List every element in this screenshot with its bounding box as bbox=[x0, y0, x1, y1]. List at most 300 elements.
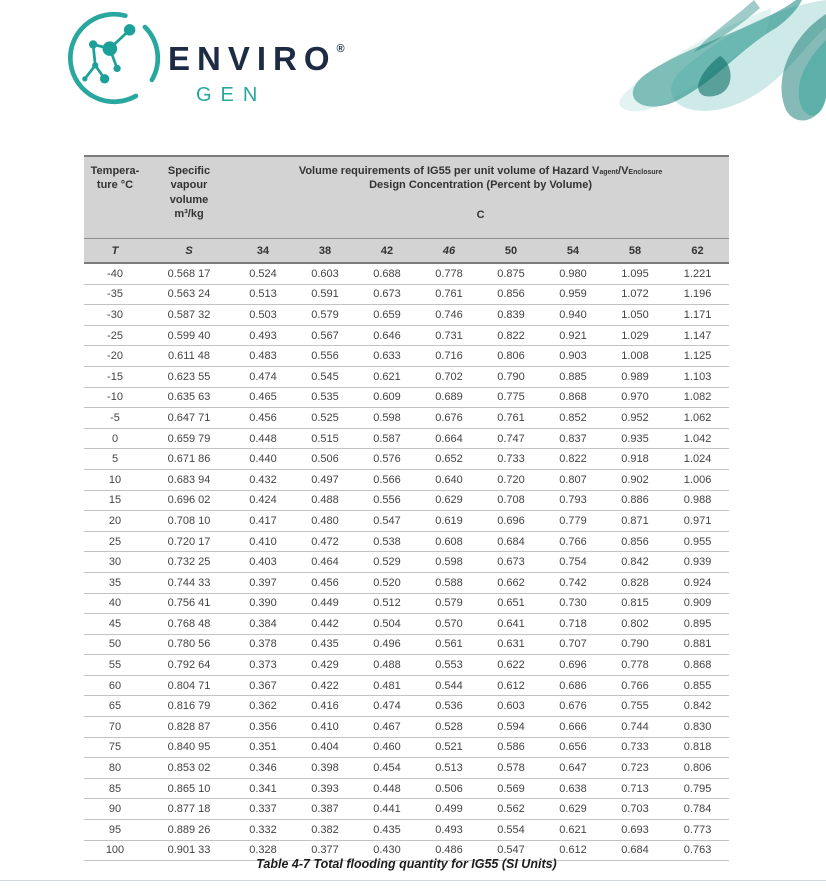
volume-requirement-cell: 0.424 bbox=[232, 490, 294, 511]
volume-requirement-cell: 1.095 bbox=[604, 263, 666, 284]
brand-name: ENVIRO bbox=[168, 40, 337, 77]
temperature-cell: -10 bbox=[84, 387, 146, 408]
specific-volume-cell: 0.816 79 bbox=[146, 696, 232, 717]
volume-requirement-cell: 0.480 bbox=[294, 511, 356, 532]
column-header-46: 46 bbox=[418, 239, 480, 264]
temperature-cell: 30 bbox=[84, 552, 146, 573]
temperature-cell: 50 bbox=[84, 634, 146, 655]
volume-requirement-cell: 0.989 bbox=[604, 366, 666, 387]
table-row bbox=[84, 552, 729, 573]
column-header-54: 54 bbox=[542, 239, 604, 264]
volume-requirement-cell: 0.746 bbox=[418, 305, 480, 326]
volume-requirement-cell: 0.775 bbox=[480, 387, 542, 408]
volume-requirement-cell: 0.852 bbox=[542, 408, 604, 429]
volume-requirement-cell: 0.686 bbox=[542, 675, 604, 696]
volume-requirement-cell: 0.795 bbox=[666, 778, 729, 799]
volume-requirement-cell: 0.378 bbox=[232, 634, 294, 655]
volume-requirement-cell: 0.467 bbox=[356, 717, 418, 738]
volume-requirement-cell: 0.980 bbox=[542, 263, 604, 284]
volume-requirement-cell: 0.754 bbox=[542, 552, 604, 573]
volume-requirement-cell: 0.666 bbox=[542, 717, 604, 738]
volume-requirement-cell: 0.422 bbox=[294, 675, 356, 696]
volume-requirement-cell: 0.723 bbox=[604, 758, 666, 779]
specific-volume-cell: 0.683 94 bbox=[146, 469, 232, 490]
volume-requirement-cell: 0.496 bbox=[356, 634, 418, 655]
volume-requirement-cell: 0.622 bbox=[480, 655, 542, 676]
volume-requirement-cell: 0.988 bbox=[666, 490, 729, 511]
volume-requirement-cell: 0.744 bbox=[604, 717, 666, 738]
temperature-cell: 20 bbox=[84, 511, 146, 532]
volume-requirement-cell: 0.397 bbox=[232, 572, 294, 593]
volume-requirement-cell: 0.631 bbox=[480, 634, 542, 655]
volume-requirement-cell: 0.955 bbox=[666, 531, 729, 552]
table-row bbox=[84, 778, 729, 799]
specific-volume-cell: 0.877 18 bbox=[146, 799, 232, 820]
volume-requirement-cell: 0.554 bbox=[480, 820, 542, 841]
specific-volume-cell: 0.792 64 bbox=[146, 655, 232, 676]
volume-requirement-cell: 0.474 bbox=[232, 366, 294, 387]
column-header-62: 62 bbox=[666, 239, 729, 264]
volume-requirement-cell: 0.779 bbox=[542, 511, 604, 532]
volume-requirement-cell: 0.579 bbox=[294, 305, 356, 326]
volume-requirement-cell: 1.103 bbox=[666, 366, 729, 387]
volume-requirement-cell: 1.125 bbox=[666, 346, 729, 367]
volume-requirement-cell: 0.924 bbox=[666, 572, 729, 593]
temperature-header: Tempera- ture °C bbox=[84, 156, 146, 239]
volume-requirement-cell: 0.766 bbox=[542, 531, 604, 552]
table-row bbox=[84, 572, 729, 593]
volume-requirement-cell: 0.952 bbox=[604, 408, 666, 429]
volume-requirement-cell: 0.940 bbox=[542, 305, 604, 326]
teal-smoke-decoration bbox=[534, 0, 826, 138]
volume-requirement-cell: 0.504 bbox=[356, 614, 418, 635]
volume-requirement-cell: 0.621 bbox=[356, 366, 418, 387]
specific-volume-cell: 0.744 33 bbox=[146, 572, 232, 593]
volume-requirement-cell: 0.570 bbox=[418, 614, 480, 635]
table-row bbox=[84, 675, 729, 696]
column-header-34: 34 bbox=[232, 239, 294, 264]
volume-requirement-cell: 0.384 bbox=[232, 614, 294, 635]
volume-requirement-cell: 0.556 bbox=[356, 490, 418, 511]
volume-requirement-cell: 0.970 bbox=[604, 387, 666, 408]
volume-requirement-cell: 0.855 bbox=[666, 675, 729, 696]
volume-requirement-cell: 0.895 bbox=[666, 614, 729, 635]
concentration-label: C bbox=[476, 208, 485, 221]
table-row bbox=[84, 717, 729, 738]
registered-trademark: ® bbox=[336, 43, 345, 55]
volume-requirement-cell: 0.656 bbox=[542, 737, 604, 758]
volume-requirement-cell: 0.403 bbox=[232, 552, 294, 573]
volume-requirement-cell: 0.761 bbox=[480, 408, 542, 429]
volume-requirement-cell: 0.488 bbox=[294, 490, 356, 511]
volume-requirement-cell: 0.818 bbox=[666, 737, 729, 758]
volume-requirement-cell: 0.410 bbox=[232, 531, 294, 552]
specific-volume-cell: 0.756 41 bbox=[146, 593, 232, 614]
volume-requirement-cell: 0.693 bbox=[604, 820, 666, 841]
volume-requirement-cell: 0.362 bbox=[232, 696, 294, 717]
volume-requirement-cell: 0.713 bbox=[604, 778, 666, 799]
specific-volume-cell: 0.901 33 bbox=[146, 840, 232, 861]
volume-requirement-cell: 0.806 bbox=[480, 346, 542, 367]
brand-wordmark bbox=[168, 40, 345, 78]
specific-volume-cell: 0.647 71 bbox=[146, 408, 232, 429]
volume-requirement-cell: 0.959 bbox=[542, 284, 604, 305]
volume-requirement-cell: 1.196 bbox=[666, 284, 729, 305]
volume-requirement-cell: 1.072 bbox=[604, 284, 666, 305]
temperature-cell: -20 bbox=[84, 346, 146, 367]
temperature-cell: 5 bbox=[84, 449, 146, 470]
volume-requirement-cell: 0.761 bbox=[418, 284, 480, 305]
table-row bbox=[84, 737, 729, 758]
volume-requirement-cell: 0.332 bbox=[232, 820, 294, 841]
specific-volume-cell: 0.720 17 bbox=[146, 531, 232, 552]
volume-requirement-cell: 0.885 bbox=[542, 366, 604, 387]
volume-requirement-cell: 0.703 bbox=[604, 799, 666, 820]
specific-volume-cell: 0.696 02 bbox=[146, 490, 232, 511]
volume-requirement-cell: 0.766 bbox=[604, 675, 666, 696]
volume-requirement-cell: 0.442 bbox=[294, 614, 356, 635]
volume-requirement-cell: 0.483 bbox=[232, 346, 294, 367]
volume-requirement-cell: 0.664 bbox=[418, 428, 480, 449]
specific-volume-cell: 0.732 25 bbox=[146, 552, 232, 573]
volume-requirement-cell: 0.556 bbox=[294, 346, 356, 367]
volume-requirement-cell: 0.603 bbox=[480, 696, 542, 717]
volume-requirement-cell: 1.062 bbox=[666, 408, 729, 429]
volume-requirement-cell: 0.441 bbox=[356, 799, 418, 820]
volume-requirement-cell: 0.553 bbox=[418, 655, 480, 676]
volume-requirement-cell: 0.921 bbox=[542, 325, 604, 346]
volume-requirement-cell: 0.659 bbox=[356, 305, 418, 326]
volume-requirement-cell: 0.830 bbox=[666, 717, 729, 738]
table-body bbox=[84, 263, 729, 861]
volume-requirement-cell: 0.474 bbox=[356, 696, 418, 717]
volume-requirement-cell: 0.842 bbox=[604, 552, 666, 573]
volume-requirement-cell: 0.621 bbox=[542, 820, 604, 841]
volume-requirement-cell: 0.902 bbox=[604, 469, 666, 490]
specific-volume-cell: 0.563 24 bbox=[146, 284, 232, 305]
table-row bbox=[84, 490, 729, 511]
volume-requirement-cell: 0.497 bbox=[294, 469, 356, 490]
volume-requirement-cell: 0.525 bbox=[294, 408, 356, 429]
volume-requirement-cell: 0.763 bbox=[666, 840, 729, 861]
volume-requirement-cell: 0.524 bbox=[232, 263, 294, 284]
column-header-58: 58 bbox=[604, 239, 666, 264]
table-row bbox=[84, 655, 729, 676]
table-row bbox=[84, 758, 729, 779]
volume-requirement-cell: 0.521 bbox=[418, 737, 480, 758]
table-row bbox=[84, 305, 729, 326]
volume-requirement-cell: 0.488 bbox=[356, 655, 418, 676]
volume-requirement-cell: 0.868 bbox=[666, 655, 729, 676]
specific-volume-cell: 0.568 17 bbox=[146, 263, 232, 284]
volume-requirement-cell: 0.547 bbox=[356, 511, 418, 532]
volume-requirement-cell: 0.448 bbox=[356, 778, 418, 799]
volume-requirement-cell: 0.520 bbox=[356, 572, 418, 593]
volume-requirement-cell: 0.398 bbox=[294, 758, 356, 779]
table-row bbox=[84, 614, 729, 635]
volume-requirement-cell: 0.410 bbox=[294, 717, 356, 738]
volume-requirement-cell: 0.417 bbox=[232, 511, 294, 532]
temperature-cell: 45 bbox=[84, 614, 146, 635]
specific-volume-cell: 0.865 10 bbox=[146, 778, 232, 799]
volume-requirement-cell: 0.382 bbox=[294, 820, 356, 841]
table-row bbox=[84, 346, 729, 367]
temperature-cell: 35 bbox=[84, 572, 146, 593]
volume-requirement-cell: 0.696 bbox=[480, 511, 542, 532]
temperature-cell: 15 bbox=[84, 490, 146, 511]
volume-requirement-cell: 0.393 bbox=[294, 778, 356, 799]
specific-volume-cell: 0.804 71 bbox=[146, 675, 232, 696]
volume-requirement-cell: 0.545 bbox=[294, 366, 356, 387]
volume-requirement-cell: 0.435 bbox=[294, 634, 356, 655]
volume-requirement-cell: 0.465 bbox=[232, 387, 294, 408]
volume-requirement-cell: 0.784 bbox=[666, 799, 729, 820]
volume-requirement-cell: 0.689 bbox=[418, 387, 480, 408]
volume-requirement-cell: 0.346 bbox=[232, 758, 294, 779]
volume-requirement-cell: 0.676 bbox=[418, 408, 480, 429]
volume-requirement-cell: 0.939 bbox=[666, 552, 729, 573]
volume-requirement-cell: 0.731 bbox=[418, 325, 480, 346]
volume-requirement-cell: 0.561 bbox=[418, 634, 480, 655]
volume-requirement-cell: 0.598 bbox=[356, 408, 418, 429]
volume-requirement-cell: 0.449 bbox=[294, 593, 356, 614]
column-header-S: S bbox=[146, 239, 232, 264]
temperature-cell: 95 bbox=[84, 820, 146, 841]
temperature-cell: 80 bbox=[84, 758, 146, 779]
table-row bbox=[84, 428, 729, 449]
volume-requirement-cell: 0.828 bbox=[604, 572, 666, 593]
volume-requirement-cell: 0.506 bbox=[294, 449, 356, 470]
temperature-cell: 65 bbox=[84, 696, 146, 717]
volume-requirement-cell: 0.790 bbox=[480, 366, 542, 387]
volume-requirement-cell: 0.481 bbox=[356, 675, 418, 696]
volume-requirement-cell: 0.608 bbox=[418, 531, 480, 552]
table-row bbox=[84, 449, 729, 470]
volume-requirement-cell: 0.538 bbox=[356, 531, 418, 552]
specific-vapour-volume-header: Specific vapour volume m³/kg bbox=[146, 156, 232, 239]
table-row bbox=[84, 593, 729, 614]
volume-requirement-cell: 0.822 bbox=[480, 325, 542, 346]
table-row bbox=[84, 325, 729, 346]
volume-requirement-cell: 0.512 bbox=[356, 593, 418, 614]
volume-requirement-cell: 0.591 bbox=[294, 284, 356, 305]
volume-requirement-cell: 0.404 bbox=[294, 737, 356, 758]
volume-requirement-cell: 0.802 bbox=[604, 614, 666, 635]
volume-requirement-cell: 0.486 bbox=[418, 840, 480, 861]
volume-requirement-cell: 0.619 bbox=[418, 511, 480, 532]
table-row bbox=[84, 263, 729, 284]
volume-requirement-cell: 0.793 bbox=[542, 490, 604, 511]
table-row bbox=[84, 408, 729, 429]
volume-requirement-cell: 0.684 bbox=[480, 531, 542, 552]
temperature-cell: 55 bbox=[84, 655, 146, 676]
volume-requirement-cell: 0.707 bbox=[542, 634, 604, 655]
volume-requirement-cell: 0.578 bbox=[480, 758, 542, 779]
volume-requirement-cell: 0.448 bbox=[232, 428, 294, 449]
volume-requirement-cell: 0.587 bbox=[356, 428, 418, 449]
brand-subname: GEN bbox=[196, 84, 267, 106]
volume-requirement-cell: 0.387 bbox=[294, 799, 356, 820]
volume-requirement-cell: 0.875 bbox=[480, 263, 542, 284]
specific-volume-cell: 0.780 56 bbox=[146, 634, 232, 655]
table-row bbox=[84, 387, 729, 408]
temperature-cell: 70 bbox=[84, 717, 146, 738]
volume-requirement-cell: 0.747 bbox=[480, 428, 542, 449]
volume-requirement-cell: 0.440 bbox=[232, 449, 294, 470]
volume-requirement-cell: 0.416 bbox=[294, 696, 356, 717]
volume-requirement-cell: 0.716 bbox=[418, 346, 480, 367]
volume-requirement-cell: 0.935 bbox=[604, 428, 666, 449]
volume-requirement-cell: 0.633 bbox=[356, 346, 418, 367]
table-header bbox=[84, 156, 729, 263]
volume-requirement-cell: 0.909 bbox=[666, 593, 729, 614]
volume-requirement-cell: 0.328 bbox=[232, 840, 294, 861]
specific-volume-cell: 0.768 48 bbox=[146, 614, 232, 635]
volume-requirement-cell: 0.778 bbox=[604, 655, 666, 676]
column-header-50: 50 bbox=[480, 239, 542, 264]
volume-requirement-cell: 0.373 bbox=[232, 655, 294, 676]
volume-requirement-cell: 0.856 bbox=[480, 284, 542, 305]
molecule-circle-icon bbox=[64, 8, 164, 108]
temperature-cell: 10 bbox=[84, 469, 146, 490]
volume-requirement-cell: 0.430 bbox=[356, 840, 418, 861]
volume-requirement-cell: 0.435 bbox=[356, 820, 418, 841]
volume-requirement-cell: 0.733 bbox=[604, 737, 666, 758]
volume-requirement-cell: 0.367 bbox=[232, 675, 294, 696]
volume-requirement-cell: 0.773 bbox=[666, 820, 729, 841]
specific-volume-cell: 0.623 55 bbox=[146, 366, 232, 387]
volume-requirement-cell: 0.569 bbox=[480, 778, 542, 799]
volume-requirement-cell: 0.566 bbox=[356, 469, 418, 490]
volume-requirement-cell: 0.839 bbox=[480, 305, 542, 326]
volume-requirement-cell: 1.171 bbox=[666, 305, 729, 326]
table-row bbox=[84, 366, 729, 387]
volume-requirement-cell: 0.513 bbox=[232, 284, 294, 305]
volume-requirement-cell: 0.640 bbox=[418, 469, 480, 490]
volume-requirement-cell: 0.684 bbox=[604, 840, 666, 861]
volume-requirement-cell: 0.807 bbox=[542, 469, 604, 490]
volume-requirement-cell: 1.050 bbox=[604, 305, 666, 326]
volume-requirement-cell: 0.790 bbox=[604, 634, 666, 655]
temperature-cell: 85 bbox=[84, 778, 146, 799]
volume-requirement-cell: 0.535 bbox=[294, 387, 356, 408]
volume-requirement-cell: 0.464 bbox=[294, 552, 356, 573]
volume-requirement-cell: 0.579 bbox=[418, 593, 480, 614]
volume-requirement-cell: 0.594 bbox=[480, 717, 542, 738]
specific-volume-cell: 0.828 87 bbox=[146, 717, 232, 738]
volume-requirement-cell: 0.341 bbox=[232, 778, 294, 799]
volume-requirement-cell: 0.377 bbox=[294, 840, 356, 861]
volume-requirement-cell: 0.868 bbox=[542, 387, 604, 408]
volume-requirement-cell: 0.815 bbox=[604, 593, 666, 614]
volume-requirement-cell: 0.629 bbox=[418, 490, 480, 511]
volume-requirement-cell: 0.528 bbox=[418, 717, 480, 738]
flooding-quantity-table bbox=[84, 155, 729, 861]
volume-requirement-cell: 0.588 bbox=[418, 572, 480, 593]
temperature-cell: -30 bbox=[84, 305, 146, 326]
volume-requirement-cell: 0.647 bbox=[542, 758, 604, 779]
volume-requirement-cell: 0.755 bbox=[604, 696, 666, 717]
temperature-cell: -40 bbox=[84, 263, 146, 284]
volume-requirement-cell: 0.886 bbox=[604, 490, 666, 511]
volume-requirement-cell: 0.742 bbox=[542, 572, 604, 593]
temperature-cell: 75 bbox=[84, 737, 146, 758]
volume-requirement-cell: 0.603 bbox=[294, 263, 356, 284]
volume-requirement-cell: 0.609 bbox=[356, 387, 418, 408]
volume-requirement-cell: 0.673 bbox=[480, 552, 542, 573]
volume-requirement-cell: 0.702 bbox=[418, 366, 480, 387]
column-header-T: T bbox=[84, 239, 146, 264]
volume-requirement-cell: 0.842 bbox=[666, 696, 729, 717]
volume-requirement-cell: 0.351 bbox=[232, 737, 294, 758]
volume-requirement-cell: 0.493 bbox=[418, 820, 480, 841]
volume-requirement-cell: 1.006 bbox=[666, 469, 729, 490]
volume-requirement-cell: 1.082 bbox=[666, 387, 729, 408]
volume-requirement-cell: 0.718 bbox=[542, 614, 604, 635]
table-row bbox=[84, 799, 729, 820]
column-header-row bbox=[84, 239, 729, 264]
volume-requirement-cell: 0.688 bbox=[356, 263, 418, 284]
volume-requirement-cell: 0.641 bbox=[480, 614, 542, 635]
volume-requirement-cell: 0.662 bbox=[480, 572, 542, 593]
volume-requirement-cell: 0.598 bbox=[418, 552, 480, 573]
volume-requirement-cell: 0.918 bbox=[604, 449, 666, 470]
specific-volume-cell: 0.671 86 bbox=[146, 449, 232, 470]
temperature-cell: -5 bbox=[84, 408, 146, 429]
temperature-cell: -15 bbox=[84, 366, 146, 387]
volume-requirement-cell: 0.612 bbox=[542, 840, 604, 861]
volume-requirement-cell: 0.536 bbox=[418, 696, 480, 717]
specific-volume-cell: 0.853 02 bbox=[146, 758, 232, 779]
volume-requirement-cell: 0.429 bbox=[294, 655, 356, 676]
specific-volume-cell: 0.599 40 bbox=[146, 325, 232, 346]
volume-requirement-cell: 0.337 bbox=[232, 799, 294, 820]
specific-volume-cell: 0.659 79 bbox=[146, 428, 232, 449]
volume-requirement-cell: 0.733 bbox=[480, 449, 542, 470]
volume-requirement-cell: 0.651 bbox=[480, 593, 542, 614]
volume-requirement-cell: 0.720 bbox=[480, 469, 542, 490]
volume-requirement-cell: 0.493 bbox=[232, 325, 294, 346]
volume-requirement-cell: 1.042 bbox=[666, 428, 729, 449]
volume-requirement-cell: 0.567 bbox=[294, 325, 356, 346]
table-row bbox=[84, 469, 729, 490]
volume-requirement-cell: 0.856 bbox=[604, 531, 666, 552]
volume-requirement-cell: 0.513 bbox=[418, 758, 480, 779]
volume-requirement-cell: 0.503 bbox=[232, 305, 294, 326]
table-row bbox=[84, 531, 729, 552]
volume-requirement-cell: 0.456 bbox=[232, 408, 294, 429]
volume-requirement-cell: 0.586 bbox=[480, 737, 542, 758]
volume-requirement-cell: 1.029 bbox=[604, 325, 666, 346]
volume-requirement-cell: 1.024 bbox=[666, 449, 729, 470]
table-row bbox=[84, 284, 729, 305]
table-row bbox=[84, 634, 729, 655]
volume-requirement-cell: 0.472 bbox=[294, 531, 356, 552]
table-row bbox=[84, 696, 729, 717]
specific-volume-cell: 0.889 26 bbox=[146, 820, 232, 841]
specific-volume-cell: 0.587 32 bbox=[146, 305, 232, 326]
volume-requirement-cell: 0.971 bbox=[666, 511, 729, 532]
specific-volume-cell: 0.635 63 bbox=[146, 387, 232, 408]
volume-requirement-cell: 0.822 bbox=[542, 449, 604, 470]
volume-requirement-cell: 0.612 bbox=[480, 675, 542, 696]
volume-requirement-cell: 0.432 bbox=[232, 469, 294, 490]
volume-requirement-cell: 0.356 bbox=[232, 717, 294, 738]
volume-requirement-cell: 0.638 bbox=[542, 778, 604, 799]
volume-requirement-cell: 0.547 bbox=[480, 840, 542, 861]
volume-requirement-cell: 1.221 bbox=[666, 263, 729, 284]
envirogen-logo bbox=[64, 4, 404, 124]
